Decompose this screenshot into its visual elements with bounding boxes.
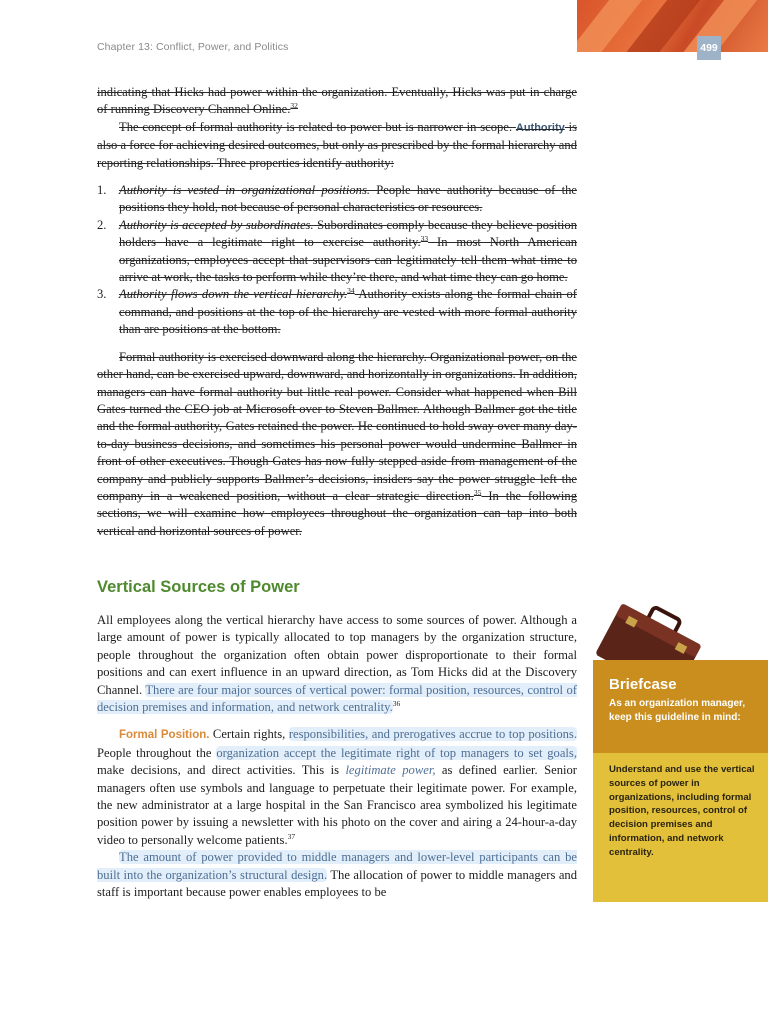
list-item-text: In most North American organizations, employees accept that supervisors can legitimately tell them what time to arrive at work, the tasks to perform while they’re there, and what time they can go home. <box>119 235 577 285</box>
footnote-ref: 35 <box>473 487 482 497</box>
paragraph-text: The allocation of power to middle managers and staff is important because power enables employees to be <box>97 867 578 900</box>
footnote-ref: 37 <box>287 831 296 841</box>
paragraph-vertical-sources <box>97 612 577 716</box>
highlighted-text: responsibilities, and prerogatives accrue to top positions. <box>288 727 577 742</box>
paragraph-text: People throughout the <box>97 745 217 760</box>
list-item-text: People have authority because of the positions they hold, not because of personal characteristics or resources. <box>119 183 577 215</box>
list-item-text: Authority exists along the formal chain of command, and positions at the top of the hierarchy are vested with more formal authority than are positions at the bottom. <box>119 287 578 337</box>
list-item <box>97 286 577 338</box>
highlighted-text: organization accept the legitimate right of top managers to set goals, <box>216 745 577 760</box>
paragraph-text: indicating that Hicks had power within the organization. Eventually, Hicks was put in charge of running Discovery Channel Online. <box>97 85 577 117</box>
footnote-ref: 34 <box>347 286 355 296</box>
paragraph-text: In the following sections, we will examine how employees throughout the organization can tap into both vertical and horizontal sources of power. <box>97 488 577 538</box>
paragraph-text: is also a force for achieving desired outcomes, but only as prescribed by the formal hierarchy and reporting relationships. Three properties identify authority: <box>97 119 577 170</box>
paragraph-text: as defined earlier. Senior managers often use symbols and language to perpetuate their legitimate power. For example, the new administrator at a large hospital in the San Francisco area symbolized his legitimate position power by issuing a newsletter with his photo on the cover and airing a 24-hour-a-day video to personally welcome patients. <box>97 763 578 847</box>
highlighted-text: The amount of power provided to middle managers and lower-level participants can be built into the organization’s structural design. <box>97 850 577 882</box>
footnote-ref: 33 <box>420 234 429 244</box>
paragraph-formal-authority <box>97 349 577 540</box>
paragraph-text: make decisions, and direct activities. This is <box>97 763 346 778</box>
vertical-sources-block <box>97 612 577 902</box>
sidebar-title: Briefcase <box>609 676 677 693</box>
sidebar-guideline: Understand and use the vertical sources of power in organizations, including formal position, resources, control of decision premises and information, and network centrality. <box>609 764 755 858</box>
struck-text-block <box>97 84 577 540</box>
header-decorative-art <box>577 0 768 52</box>
list-item-title: Authority is vested in organizational positions. <box>119 183 371 198</box>
sidebar-header <box>593 660 768 753</box>
list-item <box>97 217 577 287</box>
paragraph-text: Certain rights, <box>209 727 289 742</box>
paragraph-authority <box>97 119 577 172</box>
list-number: 3. <box>97 287 107 302</box>
section-heading: Vertical Sources of Power <box>97 578 300 596</box>
footnote-ref: 36 <box>392 698 401 708</box>
paragraph-text: All employees along the vertical hierarchy have access to some sources of power. Although a large amount of power is typically allocated to top managers by the organization structure, people throughout the organization often obtain power disproportionate to their formal positions and can exert influence in an upward direction, as Tom Hicks did at the Discovery Channel. <box>97 613 577 697</box>
sidebar-subtitle: As an organization manager, keep this guideline in mind: <box>609 698 746 723</box>
key-term-authority: Authority <box>515 121 565 134</box>
sidebar-body <box>593 753 768 902</box>
footnote-ref: 32 <box>290 101 298 111</box>
page-number: 499 <box>697 36 721 60</box>
paragraph-formal-position <box>97 726 577 849</box>
run-in-heading: Formal Position. <box>119 729 210 742</box>
paragraph-text: Formal authority is exercised downward along the hierarchy. Organizational power, on the other hand, can be exercised upward, downward, and horizontally in organizations. In addition, managers can have formal authority but little real power. Consider what happened when Bill Gates turned the CEO job at Microsoft over to Steven Ballmer. Although Ballmer got the title and the formal authority, Gates retained the power. He continued to hold sway over many day-to-day business decisions, and sometimes his personal power would undermine Ballmer in front of other executives. Though Gates has now fully stepped aside from management of the company and publicly supports Ballmer’s decisions, insiders say the power struggle left the company in a weakened position, without a clear strategic direction. <box>97 349 577 503</box>
authority-properties-list <box>97 182 577 339</box>
chapter-header: Chapter 13: Conflict, Power, and Politics <box>97 41 289 53</box>
list-item <box>97 182 577 217</box>
list-number: 1. <box>97 183 107 198</box>
list-item-title: Authority flows down the vertical hierarchy. <box>119 287 348 302</box>
key-term-legitimate-power: legitimate power, <box>345 763 436 778</box>
list-item-text: Subordinates comply because they believe position holders have a legitimate right to exercise authority. <box>119 217 577 250</box>
list-item-title: Authority is accepted by subordinates. <box>119 217 314 232</box>
paragraph-top <box>97 84 577 119</box>
list-number: 2. <box>97 217 107 232</box>
paragraph-middle-managers <box>97 849 577 901</box>
highlighted-text: There are four major sources of vertical power: formal position, resources, control of decision premises and information, and network centrality. <box>97 682 577 715</box>
paragraph-text: The concept of formal authority is related to power but is narrower in scope. <box>119 119 513 134</box>
briefcase-sidebar <box>593 660 768 902</box>
